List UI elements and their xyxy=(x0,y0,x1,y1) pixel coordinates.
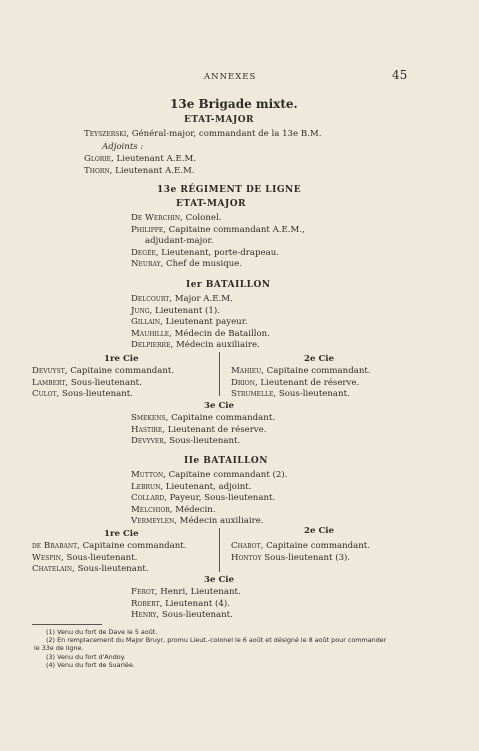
b2-cie1-heading: 1re Cie xyxy=(104,529,139,539)
roster-entry xyxy=(131,516,287,528)
person-role: Chef de musique. xyxy=(166,259,243,270)
person-role: Colonel. xyxy=(185,213,222,223)
person-name: Degée, xyxy=(131,247,159,258)
roster-entry xyxy=(131,493,287,505)
roster-entry xyxy=(131,413,275,425)
b1-cie2-members xyxy=(231,366,371,401)
person-role: Sous-lieutenant. xyxy=(161,610,233,621)
roster-entry xyxy=(231,389,371,401)
roster-entry xyxy=(131,213,305,225)
roster-entry xyxy=(131,587,241,599)
b1-cie2-heading: 2e Cie xyxy=(304,354,335,364)
person-name: Henry, xyxy=(131,610,160,621)
person-name: Hastire, xyxy=(131,424,165,435)
running-header: ANNEXES xyxy=(204,72,257,82)
person-role: Lieutenant, adjoint. xyxy=(165,481,252,492)
roster-entry xyxy=(32,366,174,378)
b2-cie2-heading: 2e Cie xyxy=(304,526,335,536)
person-role: Lieutenant, porte-drapeau. xyxy=(161,247,279,258)
adjoints-label: Adjoints : xyxy=(102,142,144,152)
footnote-rule xyxy=(32,624,102,625)
person-name: Mahieu, xyxy=(231,366,264,376)
b1-cie1-heading: 1re Cie xyxy=(104,354,139,364)
person-name: Gillain, xyxy=(131,317,163,328)
person-role: Capitaine commandant. xyxy=(266,366,371,376)
roster-entry xyxy=(131,505,287,517)
person-role: Capitaine commandant. xyxy=(82,541,187,551)
roster-entry xyxy=(131,436,275,448)
person-role: Sous-lieutenant. xyxy=(169,436,241,447)
person-role: Lieutenant de réserve. xyxy=(260,377,360,388)
person-role: adjudant-major. xyxy=(145,236,214,247)
roster-entry xyxy=(131,248,305,260)
roster-entry xyxy=(84,154,196,166)
footnote: (2) En remplacement du Major Bruyr, promu Lieut.-colonel le 6 août et désigné le 8 août pour commander xyxy=(46,636,387,645)
person-name: Glorie, xyxy=(84,154,114,164)
person-role: Capitaine commandant. xyxy=(70,366,175,376)
brigade-em-heading: ETAT-MAJOR xyxy=(184,115,255,125)
roster-entry xyxy=(131,306,270,318)
person-role: Major A.E.M. xyxy=(174,294,233,304)
person-name: Devuyst, xyxy=(32,366,68,376)
footnote: le 33e de ligne. xyxy=(34,644,84,653)
footnotes xyxy=(34,628,454,669)
person-name: Ferot, xyxy=(131,587,158,597)
person-name: Philippe, xyxy=(131,224,166,235)
person-role: Payeur, Sous-lieutenant. xyxy=(169,493,276,504)
person-role: Henri, Lieutenant. xyxy=(160,587,241,597)
person-role: Capitaine commandant (2). xyxy=(168,470,288,480)
page-number: 45 xyxy=(392,68,408,82)
roster-entry xyxy=(131,470,287,482)
person-name: Smekens, xyxy=(131,413,169,423)
person-name: Melchior, xyxy=(131,504,173,515)
commander-role: Général-major, commandant de la 13e B.M. xyxy=(131,129,322,139)
person-role: Sous-lieutenant (3). xyxy=(264,552,351,563)
person-role: Sous-lieutenant. xyxy=(278,389,350,400)
roster-entry xyxy=(84,166,196,178)
footnote: (1) Venu du fort de Dave le 5 août. xyxy=(46,628,158,636)
b2-cie1-members xyxy=(32,541,186,576)
roster-entry xyxy=(231,366,371,378)
bataillon2-heading: IIe BATAILLON xyxy=(184,456,268,466)
person-role: Médecin auxiliaire. xyxy=(179,516,264,527)
roster-entry xyxy=(131,329,270,341)
person-name: Lebrun, xyxy=(131,481,164,492)
person-role: Capitaine commandant A.E.M., xyxy=(168,224,305,235)
regiment-members xyxy=(131,213,305,271)
person-name: Devyver, xyxy=(131,436,167,447)
roster-entry xyxy=(231,541,370,553)
adjoints-list xyxy=(84,154,196,177)
person-role: Médecin de Bataillon. xyxy=(174,328,270,339)
roster-entry xyxy=(231,378,371,390)
person-name: Neuray, xyxy=(131,259,164,270)
column-divider xyxy=(219,352,220,396)
roster-entry xyxy=(131,225,305,237)
person-role: Capitaine commandant. xyxy=(266,541,370,551)
roster-entry xyxy=(32,553,186,565)
b2-cie3-members xyxy=(131,587,241,622)
person-name: Jung, xyxy=(131,305,153,316)
person-name: Chabot, xyxy=(231,541,264,551)
column-divider-2 xyxy=(219,528,220,572)
person-role: Sous-lieutenant. xyxy=(77,564,149,575)
person-role: Lieutenant A.E.M. xyxy=(116,154,196,164)
commander-name: Teyszerski, xyxy=(84,129,129,139)
roster-entry xyxy=(131,425,275,437)
brigade-title: 13e Brigade mixte. xyxy=(170,97,298,111)
person-name: Wespin, xyxy=(32,552,64,563)
person-role: Médecin. xyxy=(175,504,216,515)
roster-entry xyxy=(32,389,174,401)
b2-cie3-heading: 3e Cie xyxy=(204,575,235,585)
person-role: Médecin auxiliaire. xyxy=(175,340,260,351)
footnote: (4) Venu du fort de Suarlée. xyxy=(46,660,135,669)
person-name: Hontoy xyxy=(231,552,262,563)
roster-entry xyxy=(131,294,270,306)
roster-entry xyxy=(131,259,305,271)
regiment-heading: 13e RÉGIMENT DE LIGNE xyxy=(157,185,302,195)
person-name: Culot, xyxy=(32,389,60,400)
person-name: Chatelain, xyxy=(32,564,75,575)
bataillon1-members xyxy=(131,294,270,352)
roster-entry xyxy=(131,340,270,352)
person-name: Lambert, xyxy=(32,377,69,388)
person-name: de Brabant, xyxy=(32,541,80,551)
footnote: (3) Venu du fort d'Andoy. xyxy=(46,652,126,661)
person-name: Mutton, xyxy=(131,470,166,480)
person-role: Lieutenant A.E.M. xyxy=(115,165,195,176)
roster-entry xyxy=(32,564,186,576)
roster-entry xyxy=(32,378,174,390)
person-name: Strumelle, xyxy=(231,389,277,400)
b1-cie1-members xyxy=(32,366,174,401)
bataillon1-heading: Ier BATAILLON xyxy=(186,280,271,290)
person-name: Vermeylen, xyxy=(131,516,177,527)
person-name: Delcourt, xyxy=(131,294,172,304)
roster-entry xyxy=(131,236,305,248)
person-role: Sous-lieutenant. xyxy=(70,377,142,388)
person-name: Mauhille, xyxy=(131,328,172,339)
roster-entry xyxy=(231,553,370,565)
b1-cie3-members xyxy=(131,413,275,448)
person-role: Lieutenant de réserve. xyxy=(167,424,267,435)
b2-cie2-members xyxy=(231,541,370,564)
person-name: Collard, xyxy=(131,493,167,504)
regiment-em-heading: ETAT-MAJOR xyxy=(176,199,247,209)
bataillon2-members xyxy=(131,470,287,528)
person-name: Thorn, xyxy=(84,165,113,176)
person-name: De Werchin, xyxy=(131,213,183,223)
roster-entry xyxy=(131,610,241,622)
person-name: Delpierre, xyxy=(131,340,174,351)
person-role: Sous-lieutenant. xyxy=(62,389,133,400)
person-role: Lieutenant payeur. xyxy=(165,317,248,328)
person-role: Capitaine commandant. xyxy=(171,413,276,423)
person-role: Sous-lieutenant. xyxy=(66,552,138,563)
person-role: Lieutenant (1). xyxy=(155,305,220,316)
brigade-commander xyxy=(84,129,321,141)
person-name: Robert, xyxy=(131,598,163,609)
roster-entry xyxy=(131,482,287,494)
b1-cie3-heading: 3e Cie xyxy=(204,401,235,411)
person-role: Lieutenant (4). xyxy=(165,598,230,609)
roster-entry xyxy=(131,317,270,329)
roster-entry xyxy=(131,599,241,611)
person-name: Drion, xyxy=(231,377,258,388)
roster-entry xyxy=(32,541,186,553)
